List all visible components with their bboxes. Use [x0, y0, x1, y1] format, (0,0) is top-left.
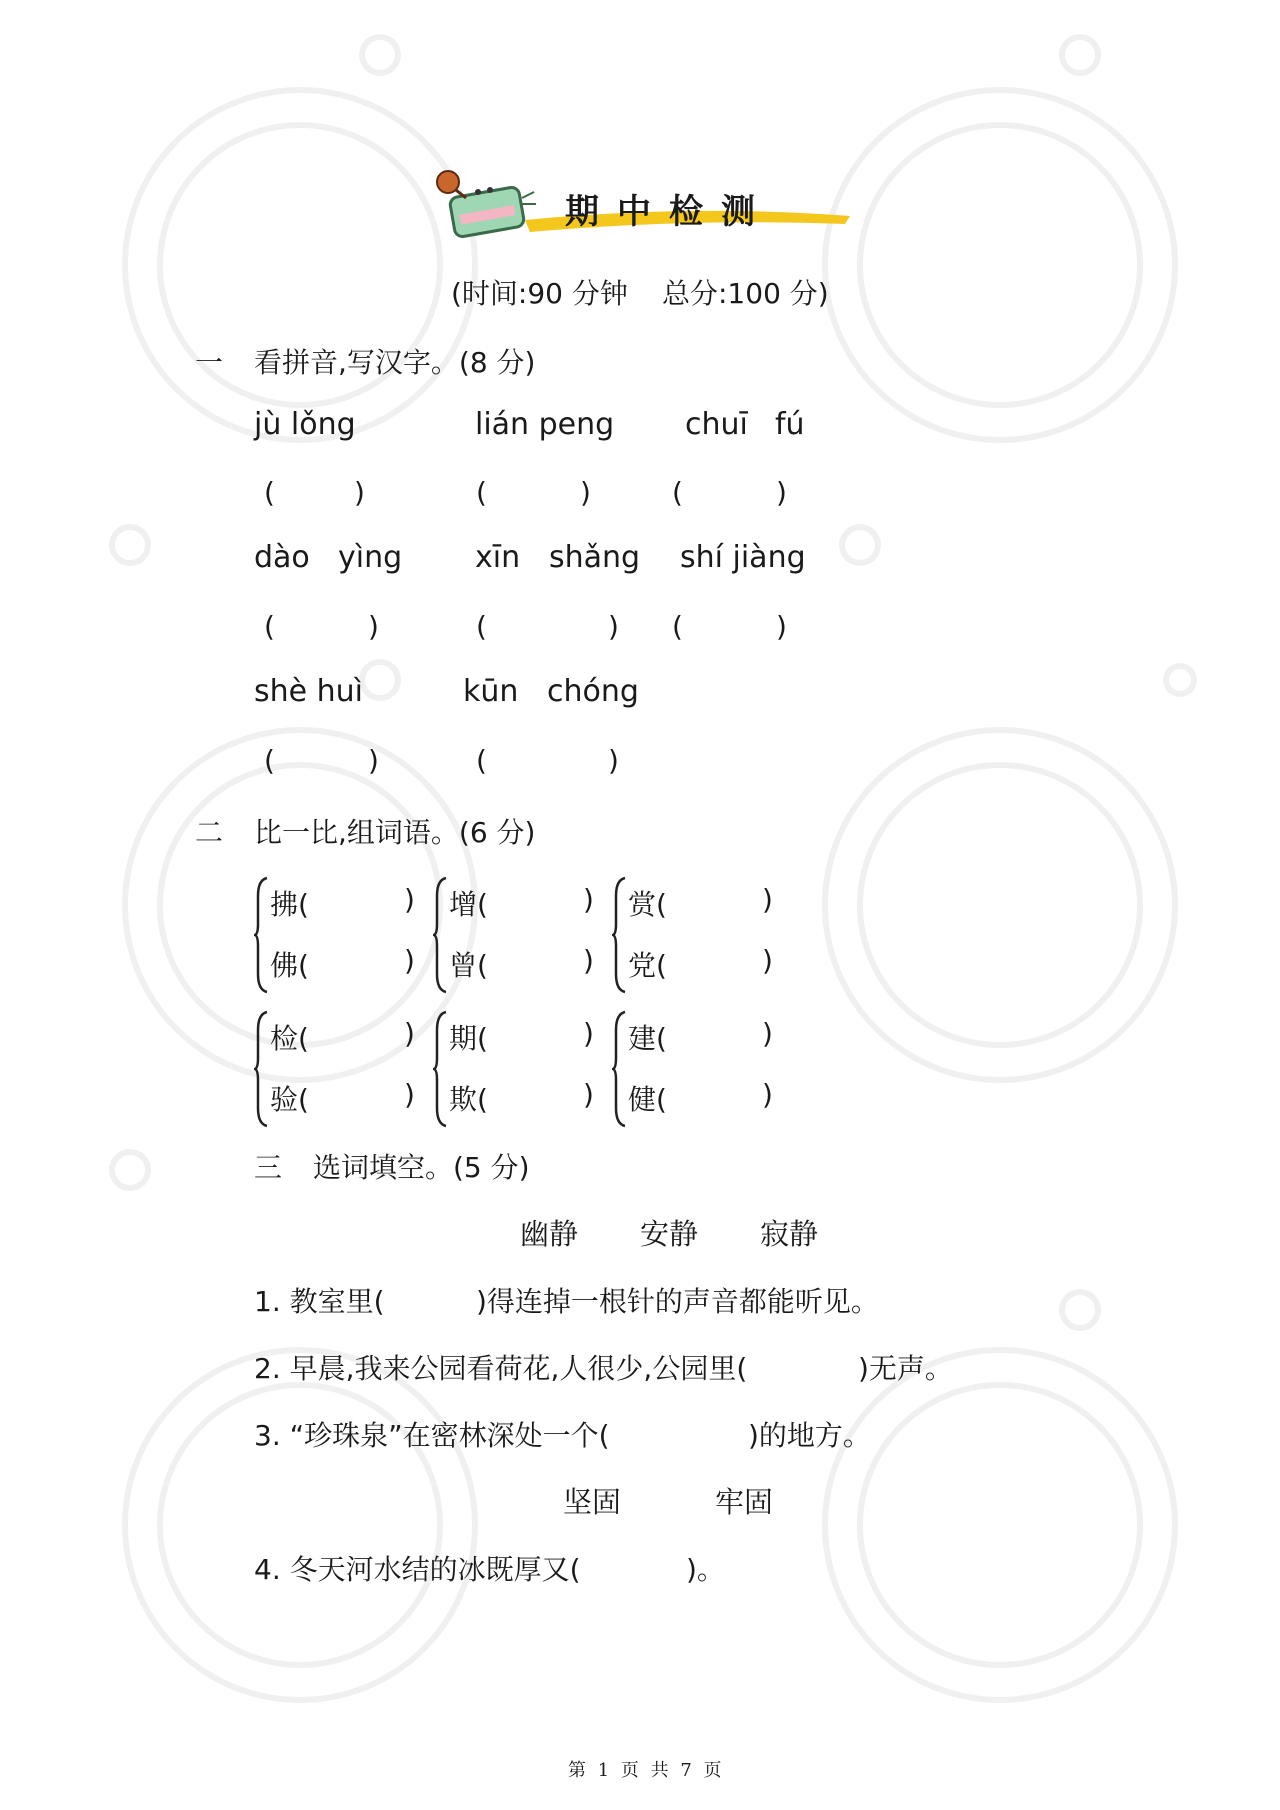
answer-paren-close: )	[776, 476, 787, 509]
sentence-2-end: )无声。	[858, 1352, 953, 1385]
compare-word: 检(	[270, 1022, 309, 1055]
compare-close: )	[583, 1078, 594, 1111]
compare-word: 建(	[628, 1022, 667, 1055]
answer-paren-open: (	[264, 744, 275, 777]
compare-word: 拂(	[270, 888, 309, 921]
compare-close: )	[404, 1017, 415, 1050]
answer-paren-close: )	[776, 610, 787, 643]
score-info: 总分:100 分)	[662, 277, 829, 310]
sentence-1-start: 1. 教室里(	[254, 1285, 385, 1318]
compare-word: 验(	[270, 1083, 309, 1116]
pinyin-item: jù lǒng	[254, 407, 356, 442]
answer-paren-open: (	[264, 610, 275, 643]
section2-heading: 比一比,组词语。(6 分)	[254, 816, 536, 849]
page-header	[430, 162, 850, 252]
compare-word: 期(	[449, 1022, 488, 1055]
brace-icon	[433, 1010, 447, 1128]
time-info: (时间:90 分钟	[451, 277, 628, 310]
compare-close: )	[762, 883, 773, 916]
brace-icon	[254, 876, 268, 994]
pinyin-item: dào	[254, 540, 310, 575]
compare-close: )	[762, 1017, 773, 1050]
compare-word: 曾(	[449, 949, 488, 982]
page-footer: 第 1 页 共 7 页	[568, 1760, 725, 1781]
answer-paren-open: (	[672, 610, 683, 643]
pinyin-item: fú	[775, 407, 805, 442]
word-option: 寂静	[760, 1217, 819, 1251]
compare-word: 赏(	[628, 888, 667, 921]
answer-paren-open: (	[476, 744, 487, 777]
answer-paren-open: (	[672, 476, 683, 509]
sentence-4-start: 4. 冬天河水结的冰既厚又(	[254, 1553, 581, 1586]
compare-word: 健(	[628, 1083, 667, 1116]
answer-paren-close: )	[354, 476, 365, 509]
word-option: 坚固	[563, 1485, 622, 1519]
pinyin-item: kūn	[463, 674, 519, 709]
answer-paren-close: )	[368, 744, 379, 777]
section1-heading: 看拼音,写汉字。(8 分)	[254, 346, 536, 379]
pinyin-item: yìng	[338, 540, 403, 575]
pinyin-item: shǎng	[549, 540, 641, 575]
section1-number: 一	[195, 346, 224, 379]
compare-close: )	[583, 944, 594, 977]
compare-close: )	[404, 883, 415, 916]
brace-icon	[612, 1010, 626, 1128]
pinyin-item: shí jiàng	[680, 540, 806, 575]
answer-paren-open: (	[264, 476, 275, 509]
pinyin-item: chuī	[685, 407, 748, 442]
page-title: 期中检测	[565, 192, 773, 232]
sentence-4-end: )。	[686, 1553, 725, 1586]
compare-close: )	[404, 944, 415, 977]
compare-close: )	[583, 883, 594, 916]
sentence-3-end: )的地方。	[748, 1419, 871, 1452]
pinyin-item: shè huì	[254, 674, 363, 709]
brace-icon	[433, 876, 447, 994]
answer-paren-close: )	[368, 610, 379, 643]
brace-icon	[612, 876, 626, 994]
answer-paren-close: )	[608, 744, 619, 777]
answer-paren-close: )	[580, 476, 591, 509]
compare-word: 增(	[449, 888, 488, 921]
section3-heading: 选词填空。(5 分)	[313, 1151, 530, 1184]
compare-close: )	[583, 1017, 594, 1050]
word-option: 幽静	[520, 1217, 579, 1251]
word-option: 牢固	[715, 1485, 774, 1519]
answer-paren-open: (	[476, 610, 487, 643]
sentence-2-start: 2. 早晨,我来公园看荷花,人很少,公园里(	[254, 1352, 748, 1385]
compare-word: 佛(	[270, 949, 309, 982]
sentence-3-start: 3. “珍珠泉”在密林深处一个(	[254, 1419, 610, 1452]
brace-icon	[254, 1010, 268, 1128]
section2-number: 二	[195, 816, 224, 849]
answer-paren-close: )	[608, 610, 619, 643]
compare-word: 欺(	[449, 1083, 488, 1116]
pinyin-item: xīn	[475, 540, 521, 575]
answer-paren-open: (	[476, 476, 487, 509]
compare-word: 党(	[628, 949, 667, 982]
word-option: 安静	[640, 1217, 699, 1251]
compare-close: )	[762, 944, 773, 977]
pinyin-item: chóng	[547, 674, 639, 709]
sentence-1-end: )得连掉一根针的声音都能听见。	[476, 1285, 879, 1318]
compare-close: )	[404, 1078, 415, 1111]
compare-close: )	[762, 1078, 773, 1111]
section3-number: 三	[254, 1151, 283, 1184]
pinyin-item: lián peng	[475, 407, 615, 442]
